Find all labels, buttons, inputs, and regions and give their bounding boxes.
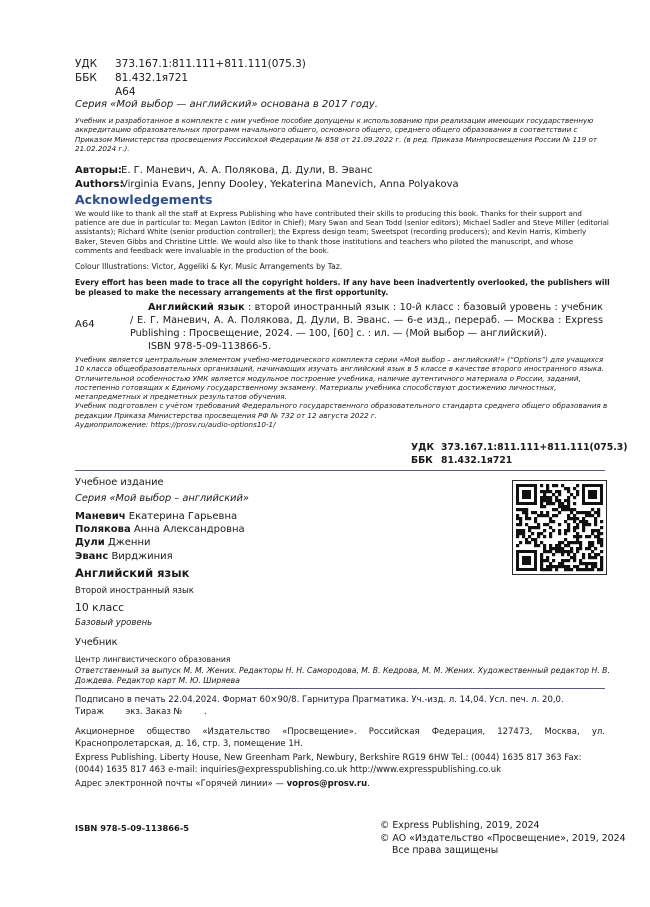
hotline-line: Адрес электронной почты «Горячей линии» — vopros@prosv.ru. [75, 779, 370, 789]
imprint-series: Серия «Мой выбор – английский» [75, 493, 249, 504]
bbk-label-bottom: ББК [411, 454, 433, 466]
edition-type: Учебное издание [75, 477, 164, 488]
qr-code-icon[interactable] [512, 480, 607, 575]
author-line: Маневич Екатерина Гарьевна [75, 511, 238, 522]
bbk-label: ББК [75, 72, 97, 84]
colour-illustrations: Colour Illustrations: Victor, Aggeliki & Kyr. Music Arrangements by Taz. [75, 262, 343, 271]
divider-top [75, 470, 605, 471]
approval-text: Учебник и разработанное в комплекте с ним учебное пособие допущены к использованию при реализации имеющих государственную аккредитацию образовательных программ начального общего, основного общего, среднего общего образования в соответствии с Приказом Министерства просвещения Российской Федерации № 858 от 21.09.2022 г. (в ред. Приказа Минпросвещения России № 119 от 21.02.2024 г.). [75, 116, 598, 154]
udk-label: УДК [75, 58, 98, 70]
biblio-author-mark: А64 [75, 319, 95, 330]
book-level: Базовый уровень [75, 618, 153, 628]
author-mark: А64 [115, 86, 136, 98]
rights-reserved: Все права защищены [392, 845, 499, 856]
annotation-block [75, 355, 610, 429]
book-language: Второй иностранный язык [75, 586, 194, 596]
acknowledgements-text: We would like to thank all the staff at Express Publishing who have contributed their skills to producing this book. Thanks for their support and patience are due in particular to: Megan Lawton (Editor in Chief); Mary Swan and Sean Todd (senior editors); Michael Sadler and Steve Miller (editorial assistants); Richard White (senior production controller); the Express design team; Sweetspot (recording producers); and Kevin Harris, Kimberly Baker, Steven Gibbs and Christine Little. We would also like to thank those institutions and teachers who piloted the manuscript, and whose comments and feedback were invaluable in the production of the book. [75, 209, 609, 255]
responsible-editors: Ответственный за выпуск М. М. Жених. Редакторы Н. Н. Самородова, М. В. Кедрова, М. М. Жених. Художественный редактор Н. В. Дождева. Редактор карт М. Ю. Ширяева [75, 666, 610, 685]
series-note: Серия «Мой выбор — английский» основана в 2017 году. [75, 99, 378, 110]
udk-value-bottom: 373.167.1:811.111+811.111(075.3) [441, 442, 628, 453]
authors-en-label: Authors: [75, 178, 124, 190]
book-grade: 10 класс [75, 601, 125, 614]
bbk-value-bottom: 81.432.1я721 [441, 454, 513, 466]
education-center: Центр лингвистического образования [75, 655, 231, 664]
udk-label-bottom: УДК [411, 442, 435, 453]
author-line: Эванс Вирджиния [75, 550, 173, 562]
copyright-block [380, 820, 626, 858]
biblio-record [130, 301, 603, 353]
divider-bottom [75, 688, 605, 689]
authors-block [75, 164, 459, 191]
isbn-bottom: ISBN 978-5-09-113866-5 [75, 823, 190, 833]
author-line: Полякова Анна Александровна [75, 524, 245, 536]
authors-en-names: Virginia Evans, Jenny Dooley, Yekaterina Manevich, Anna Polyakova [121, 178, 459, 190]
audio-link[interactable]: Аудиоприложение: https://prosv.ru/audio-options10-1/ [75, 420, 276, 430]
publisher-address: Акционерное общество «Издательство «Просвещение». Российская Федерация, 127473, Москва, ул. Краснопролетарская, д. 16, стр. 3, помещение 1Н. [75, 727, 605, 749]
top-index-block [75, 57, 306, 99]
book-title: Английский язык [75, 566, 190, 580]
copyright-prosv: © АО «Издательство «Просвещение», 2019, 2024 [380, 832, 626, 844]
qr-code-graphic [513, 481, 606, 574]
copyright-express: © Express Publishing, 2019, 2024 [380, 820, 540, 831]
biblio-details: : второй иностранный язык : 10-й класс : базовый уровень : учебник / Е. Г. Маневич, А. А. Полякова, Д. Дули, В. Эванс. — 6-е изд., перераб. — Москва : Express Publishing : Просвещение, 2024. — 100, [60] с. : ил. — (Мой выбор — английский). [130, 302, 603, 339]
book-type: Учебник [75, 637, 118, 648]
print-run: Тираж экз. Заказ № . [75, 707, 207, 717]
acknowledgements-heading: Acknowledgements [75, 192, 213, 207]
author-line: Дули Дженни [75, 537, 151, 549]
authors-ru-label: Авторы: [75, 165, 122, 176]
biblio-isbn: ISBN 978-5-09-113866-5. [148, 341, 272, 352]
authors-ru-names: Е. Г. Маневич, А. А. Полякова, Д. Дули, В. Эванс [121, 165, 373, 176]
bottom-index-block [411, 442, 627, 467]
bbk-value: 81.432.1я721 [115, 72, 189, 84]
hotline-email[interactable]: vopros@prosv.ru [286, 779, 368, 789]
annotation-standard: Учебник подготовлен с учётом требований Федерального государственного образовательного стандарта среднего общего образования в редакции Приказа Министерства просвещения РФ № 732 от 12 августа 2022 г. [75, 401, 608, 420]
udk-value: 373.167.1:811.111+811.111(075.3) [115, 58, 306, 70]
biblio-title: Английский язык [148, 302, 245, 313]
copyright-effort-note: Every effort has been made to trace all the copyright holders. If any have been inadvertently overlooked, the publishers will be pleased to make the necessary arrangements at the first opportunity. [75, 278, 610, 297]
express-publishing-address: Express Publishing. Liberty House, New Greenham Park, Newbury, Berkshire RG19 6HW Tel.: (0044) 1635 817 363 Fax: (0044) 1635 817 463 e-mail: inquiries@expresspublishing.co.uk http://www.expresspublishing.co.uk [75, 753, 582, 775]
annotation-text: Учебник является центральным элементом учебно-методического комплекта серии «Мой выбор – английский!» (“Options”) для учащихся 10 класса общеобразовательных организаций, начинающих изучать английский язык в 5 классе в качестве второго иностранного языка. Отличительной особенностью УМК является модульное построение учебника, наличие аутентичного материала о России, заданий, постепенно готовящих к Единому государственному экзамену. Материалы учебника способствуют достижению личностных, метапредметных и предметных результатов обучения. [75, 355, 604, 402]
imprint-authors [75, 510, 245, 563]
print-info [75, 694, 564, 718]
signed-to-print: Подписано в печать 22.04.2024. Формат 60×90/8. Гарнитура Прагматика. Уч.-изд. л. 14,04. Усл. печ. л. 20,0. [75, 695, 564, 705]
